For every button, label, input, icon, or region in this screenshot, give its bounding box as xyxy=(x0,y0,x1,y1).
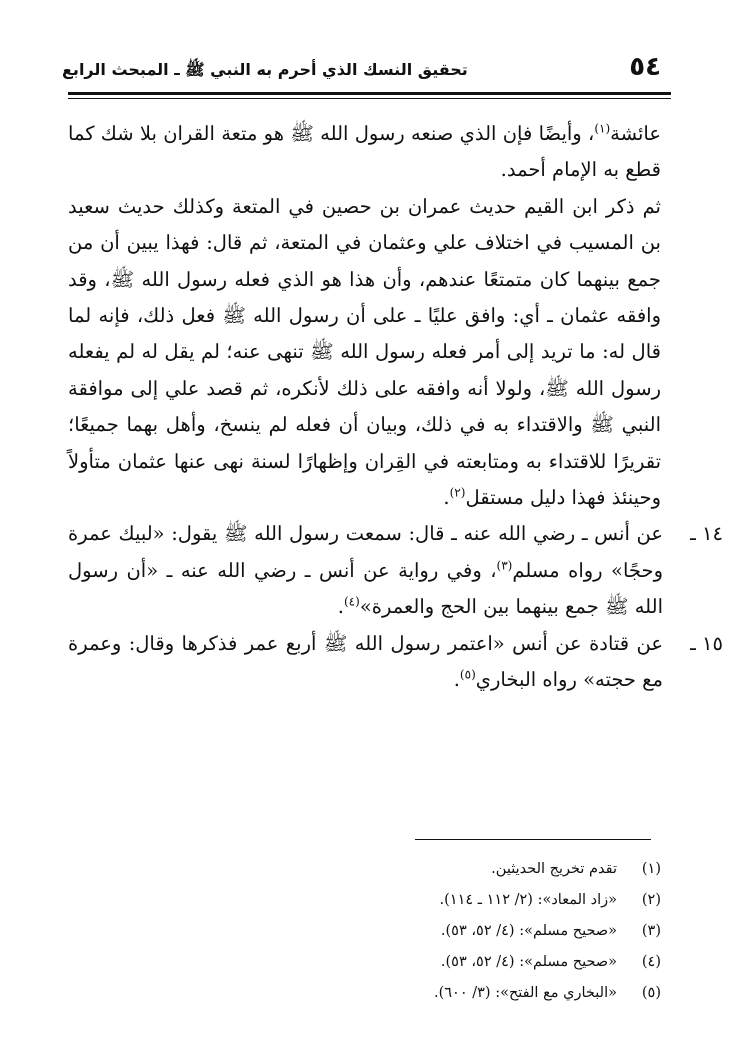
footnote-number: (٥) xyxy=(641,985,661,1001)
page-number: ٥٤ xyxy=(629,52,661,82)
footnote-text: «صحيح مسلم»: (٤/ ٥٢، ٥٣). xyxy=(440,954,617,970)
footnote-4 xyxy=(241,947,661,978)
paragraph-2 xyxy=(68,189,661,517)
paragraph-2-text-a: ثم ذكر ابن القيم حديث عمران بن حصين في المتعة وكذلك حديث سعيد بن المسيب في اختلاف علي وعثمان في المتعة، ثم قال: فهذا يبين أن من جمع بينهما كان متمتعًا عندهم، وأن هذا هو الذي فعله رسول الله ﷺ، وقد وافقه عثمان ـ أي: وافق عليًا ـ على أن رسول الله ﷺ فعل ذلك، فإنه لما قال له: ما تريد إلى أمر فعله رسول الله ﷺ تنهى عنه؛ لم يقل له لم يفعله رسول الله ﷺ، ولولا أنه وافقه على ذلك لأنكره، ثم قصد علي إلى موافقة النبي ﷺ والاقتداء به في ذلك، وبيان أن فعله لم ينسخ، وأهل بهما جميعًا؛ تقريرًا للاقتداء به ومتابعته في القِران وإظهارًا لسنة نهى عنها عثمان متأولاً وحينئذ فهذا دليل مستقل xyxy=(68,194,661,510)
footnote-number: (٤) xyxy=(641,954,661,970)
footnote-ref-3: (٣) xyxy=(496,558,513,573)
footnote-ref-1: (١) xyxy=(594,121,611,136)
item-14-text-a: عن أنس ـ رضي الله عنه ـ قال: سمعت رسول الله ﷺ يقول: «لبيك عمرة وحجًا» رواه مسلم xyxy=(68,522,663,582)
item-text-14 xyxy=(68,516,663,625)
paragraph-1-text-a: عائشة xyxy=(610,122,661,145)
hadith-item-15 xyxy=(68,626,723,699)
footnote-2 xyxy=(241,885,661,916)
paragraph-1 xyxy=(68,116,661,189)
footnote-3 xyxy=(241,916,661,947)
hadith-item-14 xyxy=(68,516,723,625)
footnote-ref-2: (٢) xyxy=(449,485,466,500)
item-number-14: ١٤ ـ xyxy=(690,522,723,546)
item-14-text-b: ، وفي رواية عن أنس ـ رضي الله عنه ـ «أن رسول الله ﷺ جمع بينهما بين الحج والعمرة» xyxy=(68,558,663,619)
item-number-15: ١٥ ـ xyxy=(690,631,723,655)
header-rule-thin xyxy=(68,98,671,99)
main-text xyxy=(68,116,723,699)
footnote-ref-5: (٥) xyxy=(459,667,476,682)
footnote-number: (٢) xyxy=(641,892,661,908)
running-title: تحقيق النسك الذي أحرم به النبي ﷺ ـ المبحث الرابع xyxy=(62,60,468,79)
header-rule-thick xyxy=(68,92,671,95)
paragraph-1-text-b: ، وأيضًا فإن الذي صنعه رسول الله ﷺ هو متعة القران بلا شك كما قطع به الإمام أحمد. xyxy=(68,122,661,182)
item-15-text-b: . xyxy=(453,668,460,692)
item-14-text-c: . xyxy=(337,595,344,619)
footnote-text: تقدم تخريج الحديثين. xyxy=(491,861,617,877)
footnote-separator xyxy=(415,839,651,840)
footnote-text: «صحيح مسلم»: (٤/ ٥٢، ٥٣). xyxy=(440,923,617,939)
footnote-ref-4: (٤) xyxy=(343,594,360,609)
footnote-text: «زاد المعاد»: (٢/ ١١٢ ـ ١١٤). xyxy=(439,892,617,908)
footnote-number: (٣) xyxy=(641,923,661,939)
item-text-15 xyxy=(68,626,663,699)
footnote-text: «البخاري مع الفتح»: (٣/ ٦٠٠). xyxy=(433,985,617,1001)
page-header xyxy=(62,50,661,90)
item-15-text-a: عن قتادة عن أنس «اعتمر رسول الله ﷺ أربع عمر فذكرها وقال: وعمرة مع حجته» رواه البخاري xyxy=(68,631,663,692)
footnote-number: (١) xyxy=(641,861,661,877)
paragraph-2-text-b: . xyxy=(443,486,450,510)
footnote-5 xyxy=(241,978,661,1009)
footnotes xyxy=(241,854,661,1009)
footnote-1 xyxy=(241,854,661,885)
